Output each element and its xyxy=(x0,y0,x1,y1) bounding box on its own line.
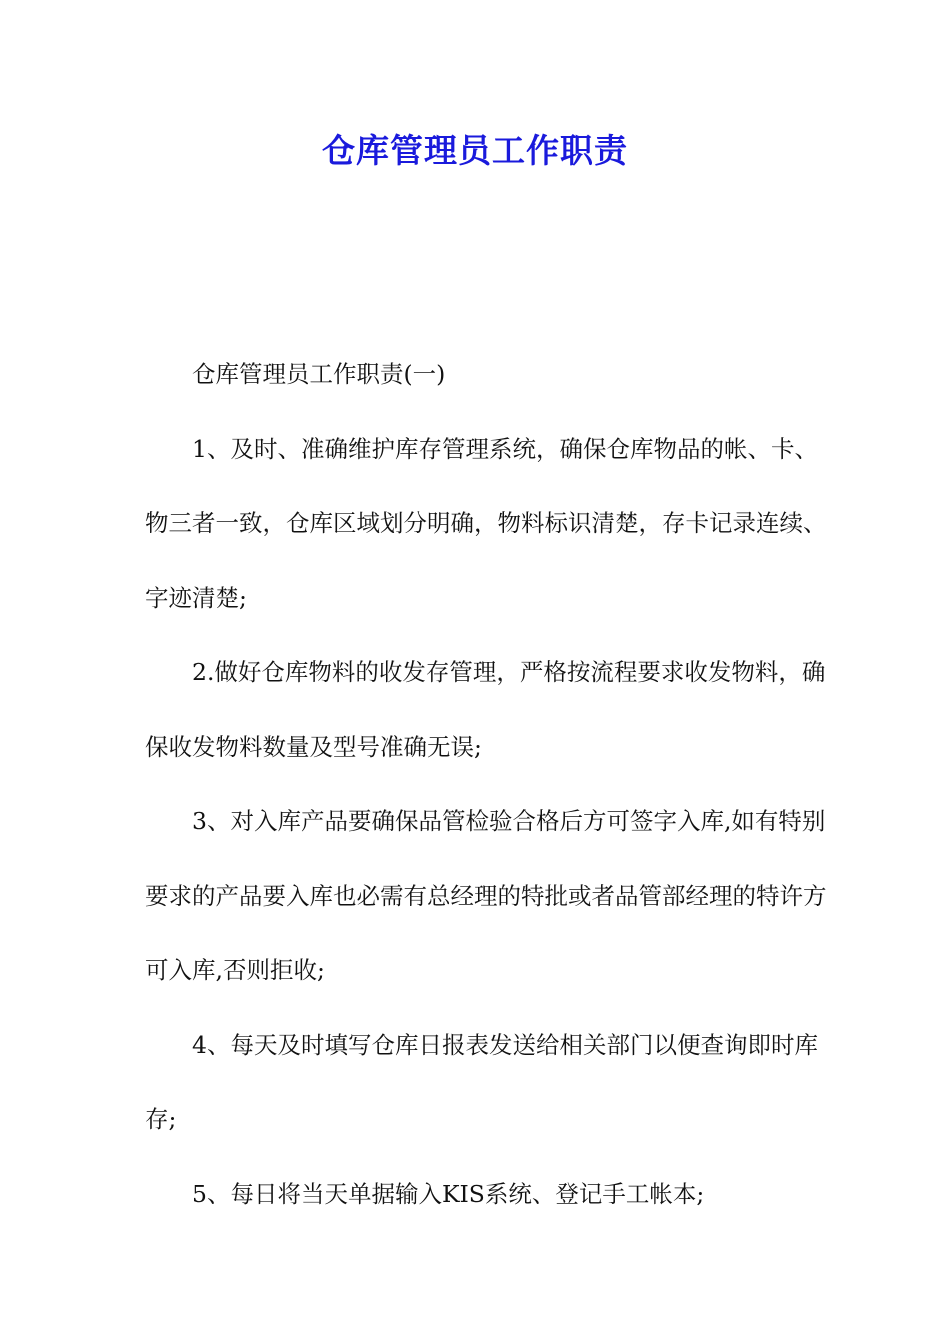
paragraph-item-5: 5、每日将当天单据输入KIS系统、登记手工帐本; xyxy=(192,1179,705,1208)
document-body xyxy=(145,337,835,1231)
document-title: 仓库管理员工作职责 xyxy=(322,131,628,170)
paragraph-item-2: 2.做好仓库物料的收发存管理，严格按流程要求收发物料，确保收发物料数量及型号准确无误; xyxy=(145,658,826,761)
paragraph-section-heading: 仓库管理员工作职责(一) xyxy=(192,360,446,388)
paragraph-item-1: 1、及时、准确维护库存管理系统，确保仓库物品的帐、卡、物三者一致，仓库区域划分明确，物料标识清楚，存卡记录连续、字迹清楚; xyxy=(145,434,827,612)
paragraph-item-3: 3、对入库产品要确保品管检验合格后方可签字入库,如有特别要求的产品要入库也必需有总经理的特批或者品管部经理的特许方可入库,否则拒收; xyxy=(145,807,827,984)
paragraph-item-4: 4、每天及时填写仓库日报表发送给相关部门以便查询即时库存; xyxy=(145,1030,818,1133)
